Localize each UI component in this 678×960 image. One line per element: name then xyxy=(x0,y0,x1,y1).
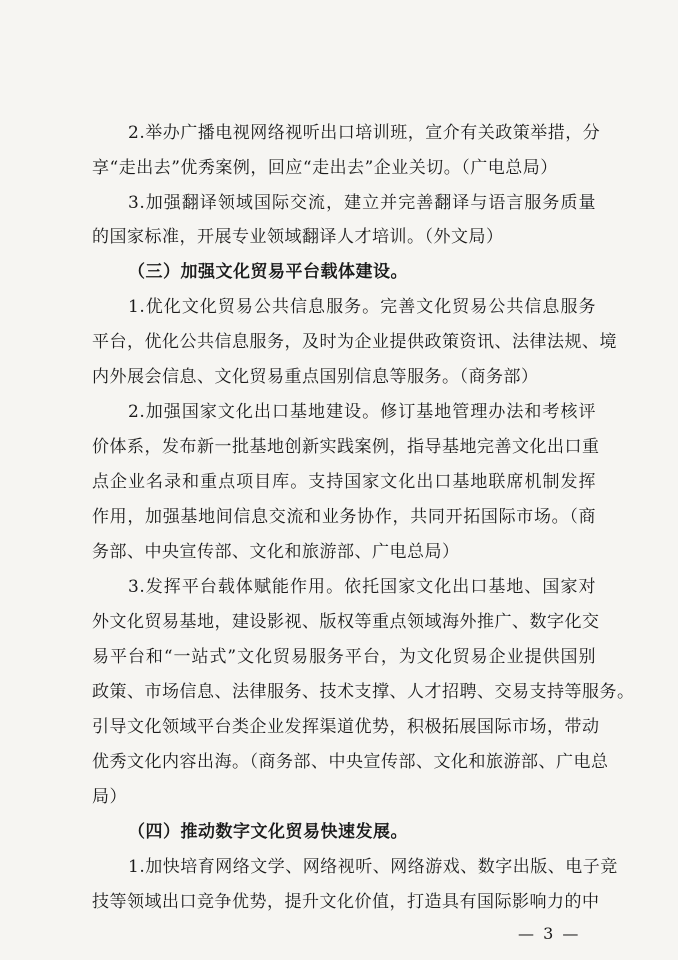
paragraph-line: 作用，加强基地间信息交流和业务协作，共同开拓国际市场。（商 xyxy=(92,507,596,527)
paragraph-line: 3.发挥平台载体赋能作用。依托国家文化出口基地、国家对 xyxy=(128,577,596,597)
paragraph-line: 3.加强翻译领域国际交流，建立并完善翻译与语言服务质量 xyxy=(128,193,596,213)
paragraph-line: 优秀文化内容出海。（商务部、中央宣传部、文化和旅游部、广电总 xyxy=(92,752,609,772)
paragraph-line: 2.加强国家文化出口基地建设。修订基地管理办法和考核评 xyxy=(128,402,596,422)
paragraph-line: 政策、市场信息、法律服务、技术支撑、人才招聘、交易支持等服务。 xyxy=(92,682,635,702)
paragraph-line: 享“走出去”优秀案例，回应“走出去”企业关切。（广电总局） xyxy=(92,158,558,178)
page-number: — 3 — xyxy=(518,924,581,943)
paragraph-line: 引导文化领域平台类企业发挥渠道优势，积极拓展国际市场，带动 xyxy=(92,717,600,737)
paragraph-line: 平台，优化公共信息服务，及时为企业提供政策资讯、法律法规、境 xyxy=(92,332,617,352)
paragraph-line: 1.优化文化贸易公共信息服务。完善文化贸易公共信息服务 xyxy=(128,297,596,317)
paragraph-line: 价体系，发布新一批基地创新实践案例，指导基地完善文化出口重 xyxy=(92,437,600,457)
section-heading: （四）推动数字文化贸易快速发展。 xyxy=(128,822,408,842)
paragraph-line: 内外展会信息、文化贸易重点国别信息等服务。（商务部） xyxy=(92,367,539,387)
section-heading: （三）加强文化贸易平台载体建设。 xyxy=(128,262,408,282)
paragraph-line: 易平台和“一站式”文化贸易服务平台，为文化贸易企业提供国别 xyxy=(92,647,596,667)
paragraph-line: 1.加快培育网络文学、网络视听、网络游戏、数字出版、电子竞 xyxy=(128,857,618,877)
paragraph-line: 技等领域出口竞争优势，提升文化价值，打造具有国际影响力的中 xyxy=(92,892,600,912)
paragraph-line: 点企业名录和重点项目库。支持国家文化出口基地联席机制发挥 xyxy=(92,472,596,492)
paragraph-line: 2.举办广播电视网络视听出口培训班，宣介有关政策举措，分 xyxy=(128,123,601,143)
paragraph-line: 的国家标准，开展专业领域翻译人才培训。（外文局） xyxy=(92,227,504,247)
paragraph-line: 务部、中央宣传部、文化和旅游部、广电总局） xyxy=(92,542,460,562)
paragraph-line: 外文化贸易基地，建设影视、版权等重点领域海外推广、数字化交 xyxy=(92,612,600,632)
paragraph-line: 局） xyxy=(92,787,127,807)
